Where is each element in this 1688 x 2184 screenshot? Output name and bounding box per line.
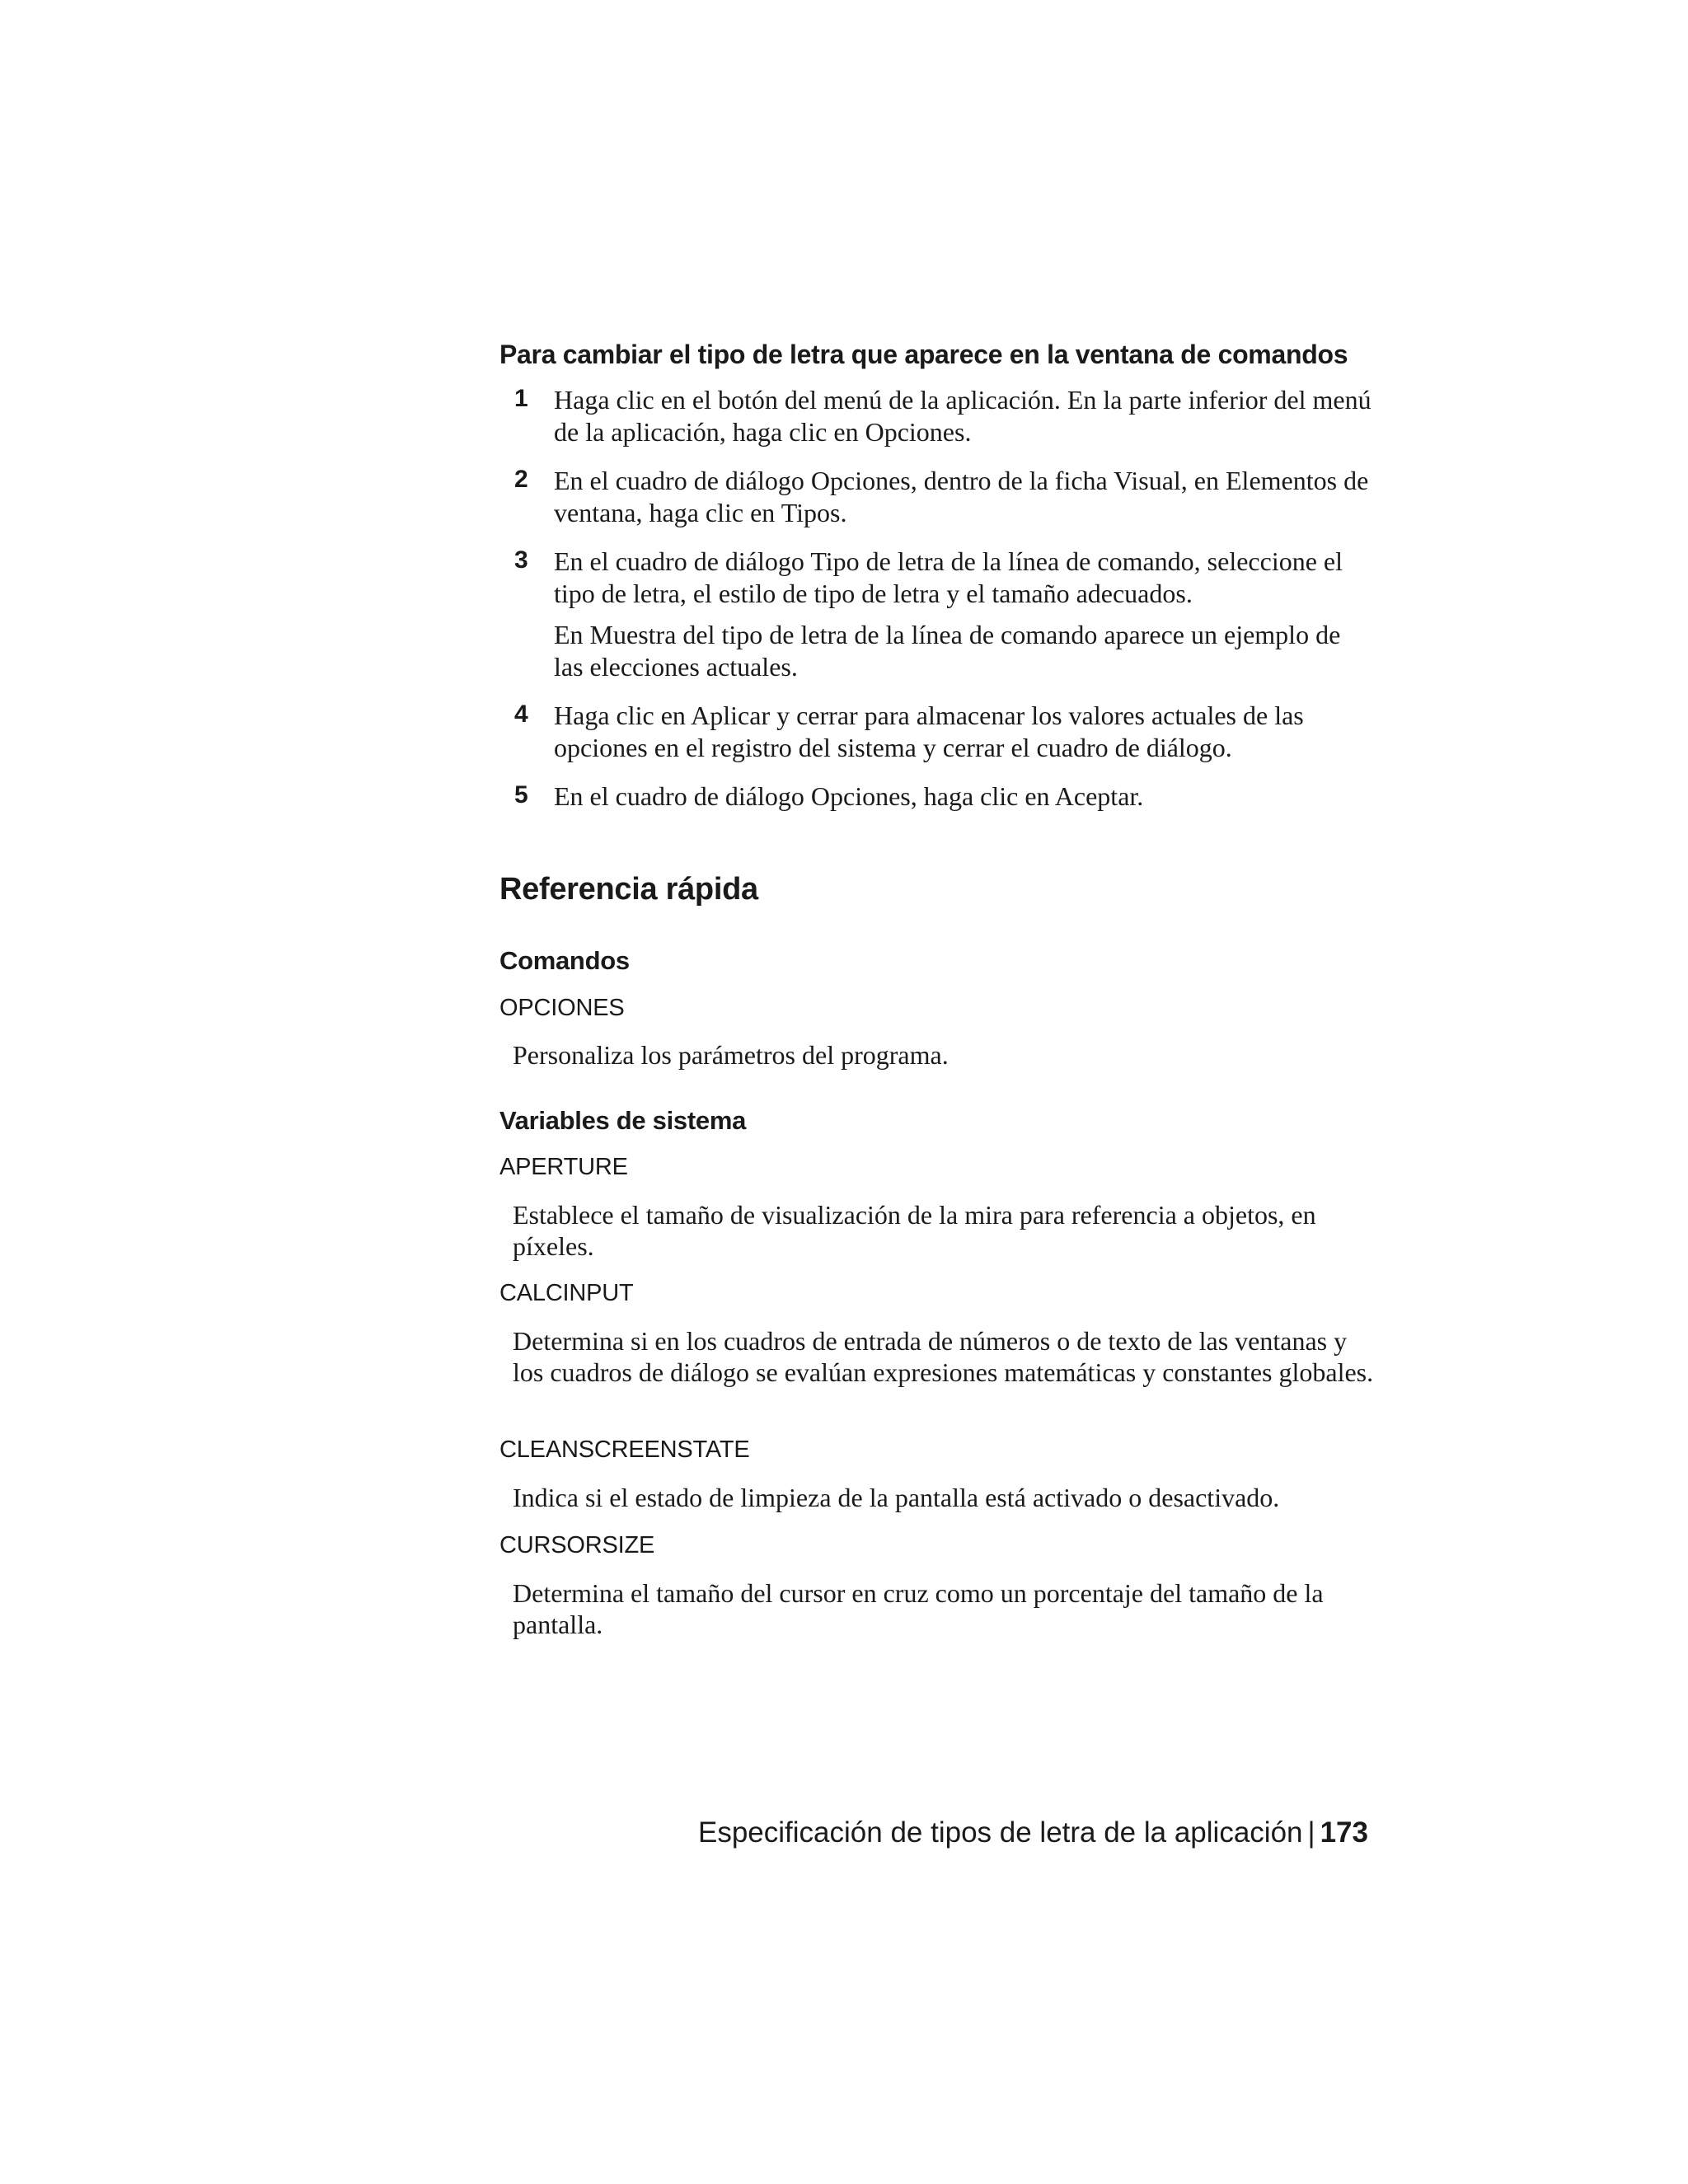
variable-term: CURSORSIZE xyxy=(499,1532,655,1558)
procedure-title: Para cambiar el tipo de letra que aparece en la ventana de comandos xyxy=(499,340,1348,369)
procedure-steps xyxy=(499,384,1373,829)
procedure-step-4 xyxy=(499,700,1373,764)
footer-separator: | xyxy=(1307,1816,1315,1849)
variable-description: Determina el tamaño del cursor en cruz como un porcentaje del tamaño de la pantalla. xyxy=(513,1578,1324,1639)
command-term: OPCIONES xyxy=(499,995,625,1021)
quick-reference-heading: Referencia rápida xyxy=(499,872,758,907)
system-variables-heading: Variables de sistema xyxy=(499,1106,747,1135)
step-number: 1 xyxy=(514,385,528,412)
variable-description: Establece el tamaño de visualización de la mira para referencia a objetos, en píxeles. xyxy=(513,1200,1316,1261)
variable-term: APERTURE xyxy=(499,1154,628,1180)
step-text: Haga clic en el botón del menú de la aplicación. En la parte inferior del menú de la aplicación, haga clic en Opciones. xyxy=(554,385,1372,447)
step-text: Haga clic en Aplicar y cerrar para almacenar los valores actuales de las opciones en el registro del sistema y cerrar el cuadro de diálogo. xyxy=(554,701,1304,762)
footer-section-title: Especificación de tipos de letra de la aplicación xyxy=(698,1816,1303,1849)
step-note: En Muestra del tipo de letra de la línea de comando aparece un ejemplo de las elecciones actuales. xyxy=(554,620,1341,682)
procedure-step-5 xyxy=(499,780,1373,813)
commands-heading: Comandos xyxy=(499,946,630,975)
step-number: 5 xyxy=(514,781,528,808)
procedure-step-1 xyxy=(499,384,1373,448)
variable-term: CLEANSCREENSTATE xyxy=(499,1436,750,1463)
variable-description: Determina si en los cuadros de entrada de números o de texto de las ventanas y los cuadros de diálogo se evalúan expresiones matemáticas y constantes globales. xyxy=(513,1326,1374,1387)
step-number: 3 xyxy=(514,546,528,574)
page-number: 173 xyxy=(1320,1816,1368,1849)
page-footer xyxy=(698,1816,1368,1849)
variable-description: Indica si el estado de limpieza de la pantalla está activado o desactivado. xyxy=(513,1483,1280,1512)
variable-term: CALCINPUT xyxy=(499,1280,634,1306)
procedure-step-3 xyxy=(499,546,1373,683)
step-text: En el cuadro de diálogo Opciones, haga clic en Aceptar. xyxy=(554,781,1144,811)
procedure-step-2 xyxy=(499,465,1373,529)
step-number: 4 xyxy=(514,701,528,728)
step-text: En el cuadro de diálogo Tipo de letra de la línea de comando, seleccione el tipo de letra, el estilo de tipo de letra y el tamaño adecuados. xyxy=(554,546,1343,608)
command-description: Personaliza los parámetros del programa. xyxy=(513,1040,949,1070)
step-text: En el cuadro de diálogo Opciones, dentro de la ficha Visual, en Elementos de ventana, haga clic en Tipos. xyxy=(554,466,1369,527)
step-number: 2 xyxy=(514,466,528,493)
